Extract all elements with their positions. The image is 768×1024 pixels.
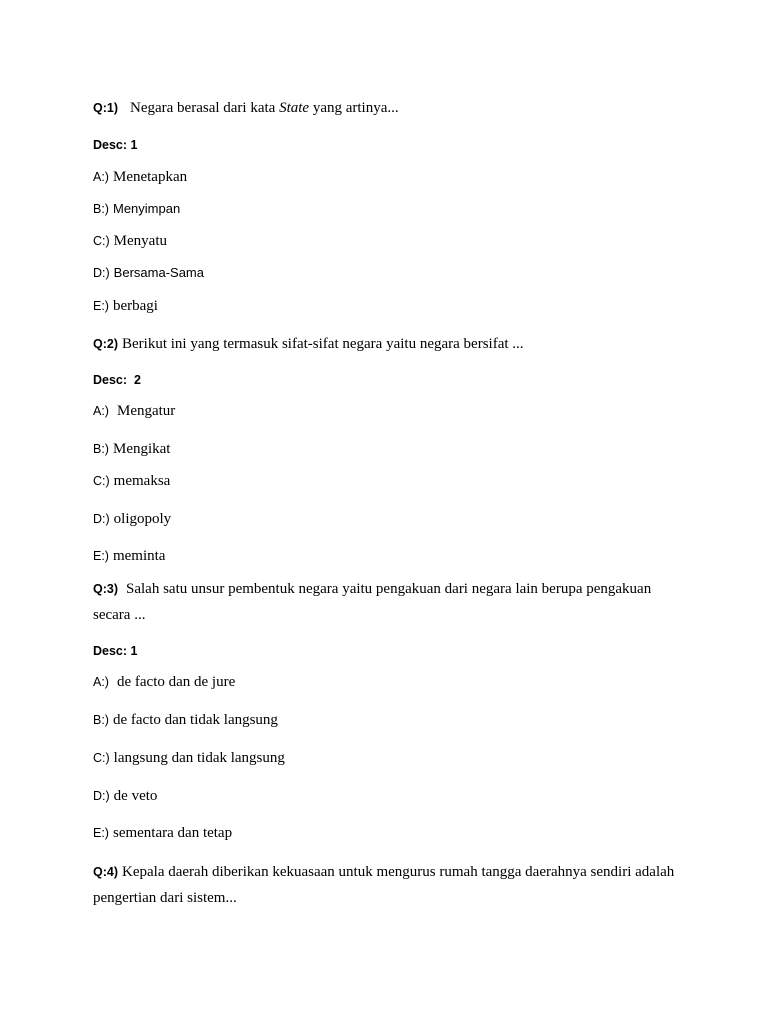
q1-option-c (93, 231, 728, 251)
q3-option-a (93, 672, 728, 692)
option-label: B:) (93, 442, 109, 456)
option-text: oligopoly (113, 511, 172, 527)
option-text: Bersama-Sama (113, 265, 204, 280)
q2-option-b (93, 439, 728, 459)
option-label: E:) (93, 826, 109, 840)
option-text: Menetapkan (112, 169, 188, 185)
question-1-label: Q:1) (93, 101, 118, 115)
option-label: A:) (93, 170, 109, 184)
question-2-desc: Desc: 2 (93, 373, 141, 387)
question-1-text-before: Negara berasal dari kata (130, 100, 280, 116)
option-text: sementara dan tetap (112, 825, 233, 841)
option-label: C:) (93, 751, 110, 765)
option-text: de facto dan tidak langsung (112, 712, 278, 728)
question-3-text: Salah satu unsur pembentuk negara yaitu pengakuan dari negara lain berupa pengakuan secara ... (93, 581, 652, 623)
question-2-label: Q:2) (93, 337, 118, 351)
question-1 (93, 98, 728, 118)
option-text: meminta (112, 548, 166, 564)
question-4 (93, 859, 676, 911)
q1-option-e (93, 296, 728, 316)
q2-option-e (93, 546, 728, 566)
option-label: C:) (93, 234, 110, 248)
question-1-desc: Desc: 1 (93, 138, 138, 152)
question-4-label: Q:4) (93, 865, 118, 879)
option-label: D:) (93, 512, 110, 526)
question-3-label: Q:3) (93, 582, 118, 596)
option-text: berbagi (112, 298, 158, 314)
option-label: B:) (93, 713, 109, 727)
q3-option-c (93, 748, 728, 768)
question-1-text-after: yang artinya... (309, 100, 399, 116)
question-2 (93, 334, 728, 354)
q2-option-a (93, 401, 728, 421)
q1-option-b (93, 199, 728, 219)
q3-option-e (93, 823, 728, 843)
q1-option-a (93, 167, 728, 187)
option-text: Menyimpan (112, 201, 181, 216)
option-label: A:) (93, 675, 109, 689)
option-text: Mengikat (112, 441, 171, 457)
question-1-text-italic: State (279, 100, 310, 116)
q3-option-d (93, 786, 728, 806)
option-text: Mengatur (116, 403, 176, 419)
question-4-text: Kepala daerah diberikan kekuasaan untuk mengurus rumah tangga daerahnya sendiri adalah pengertian dari sistem... (93, 864, 675, 906)
question-3 (93, 576, 676, 628)
question-2-text: Berikut ini yang termasuk sifat-sifat negara yaitu negara bersifat ... (122, 336, 524, 352)
q2-option-d (93, 509, 728, 529)
option-label: B:) (93, 202, 109, 216)
option-label: D:) (93, 266, 110, 280)
option-label: E:) (93, 299, 109, 313)
option-text: Menyatu (113, 233, 167, 249)
question-3-desc: Desc: 1 (93, 644, 138, 658)
option-label: C:) (93, 474, 110, 488)
option-label: A:) (93, 404, 109, 418)
option-text: de facto dan de jure (116, 674, 236, 690)
q2-option-c (93, 471, 728, 491)
option-text: langsung dan tidak langsung (113, 750, 285, 766)
option-text: de veto (113, 788, 158, 804)
option-text: memaksa (113, 473, 171, 489)
q3-option-b (93, 710, 728, 730)
option-label: E:) (93, 549, 109, 563)
q1-option-d (93, 263, 728, 283)
option-label: D:) (93, 789, 110, 803)
